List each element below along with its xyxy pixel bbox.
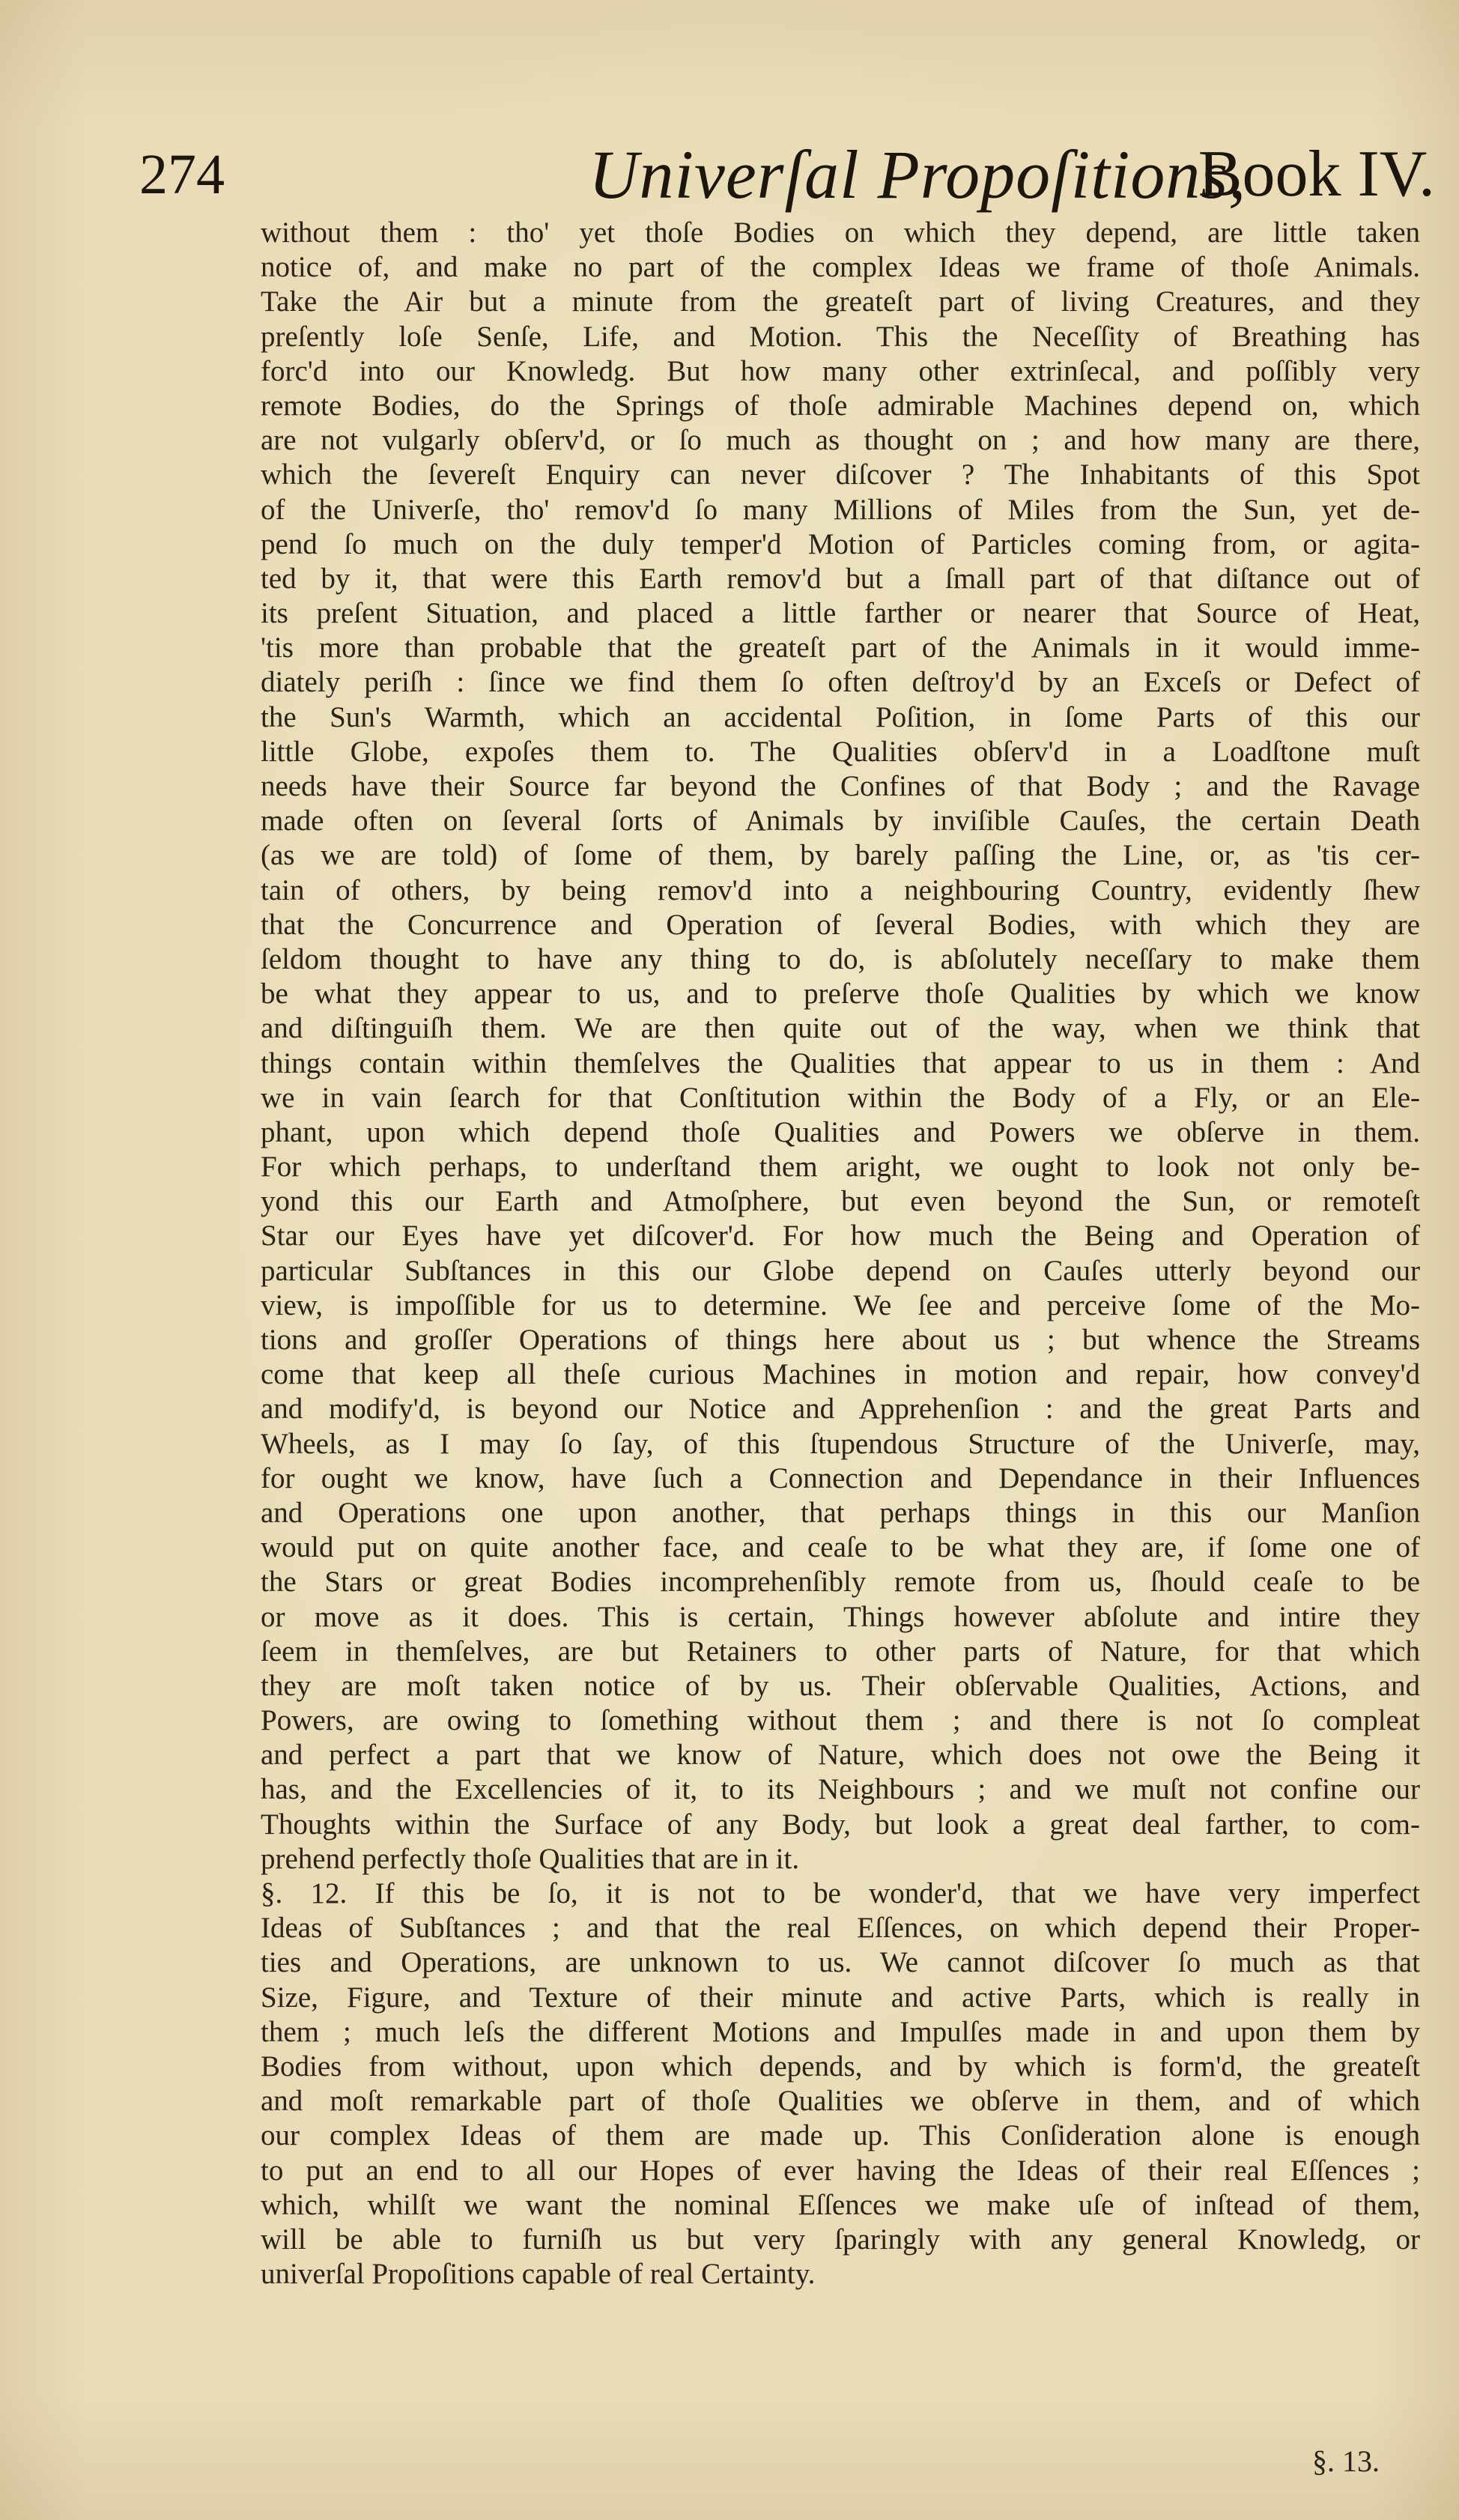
text-line: little Globe, expoſes them to. The Qualities obſerv'd in a Loadſtone muſt <box>261 735 1420 768</box>
text-line: prehend perfectly thoſe Qualities that are in it. <box>261 1842 800 1875</box>
text-line: univerſal Propoſitions capable of real Certainty. <box>261 2258 816 2291</box>
text-line: notice of, and make no part of the complex Ideas we frame of thoſe Animals. <box>261 251 1420 284</box>
text-line: come that keep all theſe curious Machines in motion and repair, how convey'd <box>261 1358 1420 1391</box>
text-line: For which perhaps, to underſtand them aright, we ought to look not only be- <box>261 1151 1420 1184</box>
book-label: Book IV. <box>1198 138 1435 210</box>
text-line: ſeem in themſelves, are but Retainers to other parts of Nature, for that which <box>261 1635 1420 1668</box>
text-line: phant, upon which depend thoſe Qualities and Powers we obſerve in them. <box>261 1115 1420 1148</box>
text-line: and modify'd, is beyond our Notice and Apprehenſion : and the great Parts and <box>261 1393 1420 1426</box>
text-line: and moſt remarkable part of thoſe Qualities we obſerve in them, and of which <box>261 2085 1420 2118</box>
catchword: §. 13. <box>1312 2444 1380 2478</box>
page-number: 274 <box>139 143 225 206</box>
text-line: which, whilſt we want the nominal Eſſences we make uſe of inſtead of them, <box>261 2188 1420 2221</box>
text-line: remote Bodies, do the Springs of thoſe admirable Machines depend on, which <box>261 389 1420 422</box>
text-line: Wheels, as I may ſo ſay, of this ſtupendous Structure of the Univerſe, may, <box>261 1427 1420 1460</box>
text-line: without them : tho' yet thoſe Bodies on which they depend, are little taken <box>261 216 1420 249</box>
text-line: made often on ſeveral ſorts of Animals by inviſible Cauſes, the certain Death <box>261 805 1420 838</box>
text-line: and diſtinguiſh them. We are then quite out of the way, when we think that <box>261 1012 1420 1045</box>
text-line: tions and groſſer Operations of things here about us ; but whence the Streams <box>261 1324 1420 1356</box>
text-line: Star our Eyes have yet diſcover'd. For how much the Being and Operation of <box>261 1220 1420 1253</box>
text-line: particular Subſtances in this our Globe depend on Cauſes utterly beyond our <box>261 1254 1420 1287</box>
text-line: for ought we know, have ſuch a Connection and Dependance in their Influences <box>261 1462 1420 1494</box>
body-text <box>261 216 1420 2426</box>
text-line: the Stars or great Bodies incomprehenſibly remote from us, ſhould ceaſe to be <box>261 1566 1420 1599</box>
text-line: ſeldom thought to have any thing to do, is abſolutely neceſſary to make them <box>261 942 1420 975</box>
text-line: and Operations one upon another, that perhaps things in this our Manſion <box>261 1496 1420 1529</box>
text-line: we in vain ſearch for that Conſtitution within the Body of a Fly, or an Ele- <box>261 1081 1420 1114</box>
text-line: them ; much leſs the different Motions and Impulſes made in and upon them by <box>261 2015 1420 2048</box>
running-title: Univerſal Propoſitions, <box>589 136 1247 213</box>
text-line: the Sun's Warmth, which an accidental Poſition, in ſome Parts of this our <box>261 700 1420 733</box>
text-line: Powers, are owing to ſomething without them ; and there is not ſo compleat <box>261 1704 1420 1737</box>
text-line: or move as it does. This is certain, Things however abſolute and intire they <box>261 1600 1420 1633</box>
text-line: of the Univerſe, tho' remov'd ſo many Millions of Miles from the Sun, yet de- <box>261 493 1420 526</box>
text-line: ties and Operations, are unknown to us. We cannot diſcover ſo much as that <box>261 1946 1420 1979</box>
text-line: yond this our Earth and Atmoſphere, but even beyond the Sun, or remoteſt <box>261 1185 1420 1218</box>
text-line: Ideas of Subſtances ; and that the real Eſſences, on which depend their Proper- <box>261 1912 1420 1945</box>
text-line: ted by it, that were this Earth remov'd but a ſmall part of that diſtance out of <box>261 562 1420 595</box>
text-line: (as we are told) of ſome of them, by barely paſſing the Line, or, as 'tis cer- <box>261 839 1420 872</box>
text-line: Take the Air but a minute from the greateſt part of living Creatures, and they <box>261 285 1420 318</box>
text-line: would put on quite another face, and ceaſe to be what they are, if ſome one of <box>261 1531 1420 1564</box>
text-line: needs have their Source far beyond the Confines of that Body ; and the Ravage <box>261 770 1420 802</box>
text-line: are not vulgarly obſerv'd, or ſo much as thought on ; and how many are there, <box>261 424 1420 457</box>
text-line: be what they appear to us, and to preſerve thoſe Qualities by which we know <box>261 978 1420 1011</box>
text-line: Thoughts within the Surface of any Body, but look a great deal farther, to com- <box>261 1808 1420 1841</box>
text-line: has, and the Excellencies of it, to its Neighbours ; and we muſt not confine our <box>261 1773 1420 1806</box>
text-line: and perfect a part that we know of Nature, which does not owe the Being it <box>261 1739 1420 1772</box>
text-line: preſently loſe Senſe, Life, and Motion. This the Neceſſity of Breathing has <box>261 320 1420 353</box>
text-line: diately periſh : ſince we find them ſo often deſtroy'd by an Exceſs or Defect of <box>261 666 1420 699</box>
text-line: forc'd into our Knowledg. But how many other extrinſecal, and poſſibly very <box>261 354 1420 387</box>
text-line: pend ſo much on the duly temper'd Motion of Particles coming from, or agita- <box>261 527 1420 560</box>
text-line: they are moſt taken notice of by us. Their obſervable Qualities, Actions, and <box>261 1669 1420 1702</box>
text-line: tain of others, by being remov'd into a neighbouring Country, evidently ſhew <box>261 873 1420 906</box>
text-line: Size, Figure, and Texture of their minute and active Parts, which is really in <box>261 1981 1420 2014</box>
section-line: §. 12. If this be ſo, it is not to be wonder'd, that we have very imperfect <box>261 1877 1420 1909</box>
text-line: view, is impoſſible for us to determine. We ſee and perceive ſome of the Mo- <box>261 1288 1420 1321</box>
text-line: Bodies from without, upon which depends, and by which is form'd, the greateſt <box>261 2050 1420 2083</box>
running-head <box>139 129 1435 211</box>
text-line: things contain within themſelves the Qualities that appear to us in them : And <box>261 1047 1420 1079</box>
text-line: to put an end to all our Hopes of ever having the Ideas of their real Eſſences ; <box>261 2154 1420 2187</box>
text-line: 'tis more than probable that the greateſt part of the Animals in it would imme- <box>261 631 1420 664</box>
text-line: which the ſevereſt Enquiry can never diſcover ? The Inhabitants of this Spot <box>261 458 1420 491</box>
text-line: that the Concurrence and Operation of ſeveral Bodies, with which they are <box>261 908 1420 941</box>
text-line: our complex Ideas of them are made up. This Conſideration alone is enough <box>261 2119 1420 2152</box>
text-line: will be able to furniſh us but very ſparingly with any general Knowledg, or <box>261 2223 1420 2256</box>
text-line: its preſent Situation, and placed a little farther or nearer that Source of Heat, <box>261 597 1420 630</box>
